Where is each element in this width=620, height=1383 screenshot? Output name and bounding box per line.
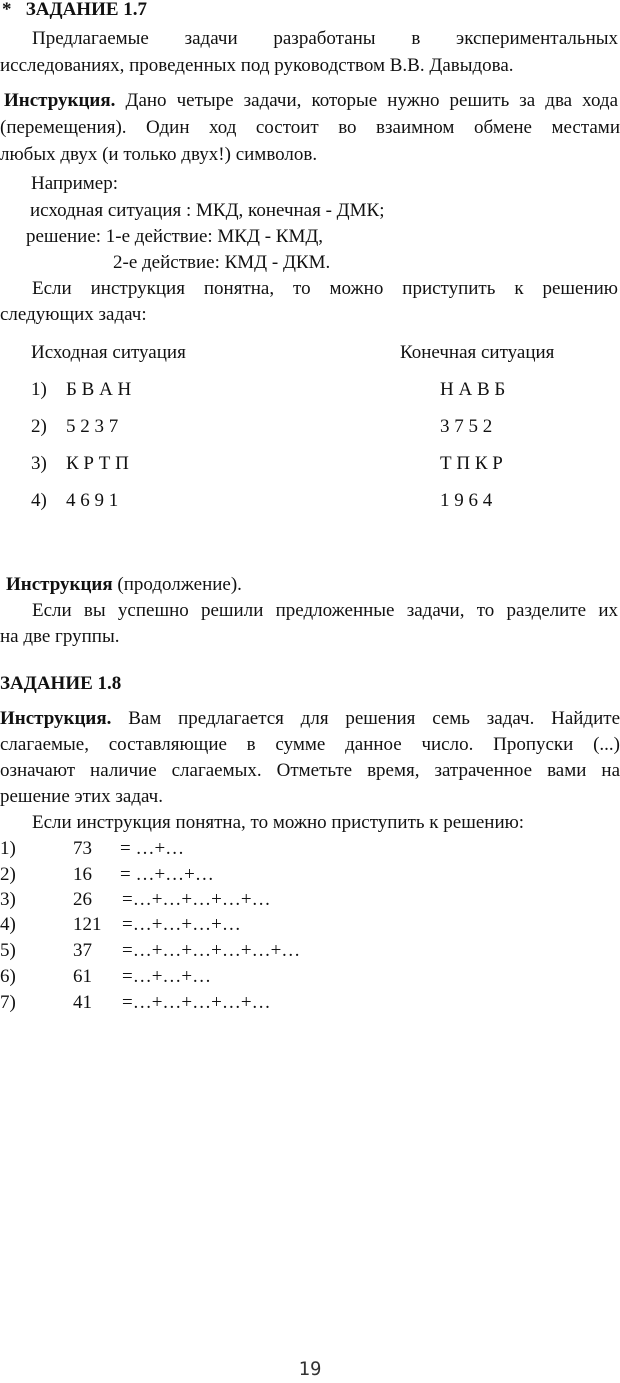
initial-situation: 4 6 9 1 xyxy=(66,490,119,511)
example-label: Например: xyxy=(31,173,118,194)
example-line-1: исходная ситуация : МКД, конечная - ДМК; xyxy=(30,200,385,221)
addends-expression: =…+…+…+… xyxy=(122,914,241,935)
instruction-continuation: Инструкция (продолжение). xyxy=(6,574,242,595)
final-situation: 1 9 6 4 xyxy=(440,490,493,511)
task-1-8-instruction-line-3: означают наличие слагаемых. Отметьте время, затраченное вами на xyxy=(0,760,620,781)
column-header-final: Конечная ситуация xyxy=(400,342,555,363)
task-1-8-instruction-line-1: Инструкция. Вам предлагается для решения семь задач. Найдите xyxy=(0,708,620,729)
instruction-label: Инструкция. xyxy=(4,90,116,111)
addends-expression: = …+…+… xyxy=(120,864,214,885)
asterisk-marker: * xyxy=(2,0,12,20)
initial-situation: 5 2 3 7 xyxy=(66,416,119,437)
example-line-2: решение: 1-е действие: МКД - КМД, xyxy=(26,226,324,247)
addends-expression: =…+…+… xyxy=(122,966,212,987)
example-line-3: 2-е действие: КМД - ДКМ. xyxy=(113,252,331,273)
instruction-line-3: любых двух (и только двух!) символов. xyxy=(0,144,318,165)
addends-expression: = …+… xyxy=(120,838,185,859)
intro-line-1: Предлагаемые задачи разработаны в экспериментальных xyxy=(32,28,618,49)
item-number: 5) xyxy=(0,940,16,961)
row-number: 2) xyxy=(31,416,47,437)
task-1-8-instruction-label: Инструкция. xyxy=(0,708,112,729)
instruction-line-2: (перемещения). Один ход состоит во взаимном обмене местами xyxy=(0,117,620,138)
target-sum: 16 xyxy=(73,864,92,885)
final-situation: 3 7 5 2 xyxy=(440,416,493,437)
item-number: 6) xyxy=(0,966,16,987)
addends-expression: =…+…+…+…+…+… xyxy=(122,940,301,961)
item-number: 7) xyxy=(0,992,16,1013)
final-situation: Т П К Р xyxy=(440,453,503,474)
item-number: 1) xyxy=(0,838,16,859)
intro-line-2: исследованиях, проведенных под руководством В.В. Давыдова. xyxy=(0,55,514,76)
target-sum: 26 xyxy=(73,889,92,910)
task-1-8-instruction-line-4: решение этих задач. xyxy=(0,786,163,807)
column-header-initial: Исходная ситуация xyxy=(31,342,186,363)
proceed-line-1: Если инструкция понятна, то можно приступить к решению xyxy=(32,278,618,299)
proceed-line-2: следующих задач: xyxy=(0,304,147,325)
continuation-line-2: на две группы. xyxy=(0,626,120,647)
task-1-8-proceed: Если инструкция понятна, то можно приступить к решению: xyxy=(32,812,525,833)
continuation-line-1: Если вы успешно решили предложенные задачи, то разделите их xyxy=(32,600,618,621)
continuation-label: Инструкция xyxy=(6,574,113,595)
task-1-7-heading xyxy=(2,0,147,23)
row-number: 1) xyxy=(31,379,47,400)
addends-expression: =…+…+…+…+… xyxy=(122,889,271,910)
target-sum: 61 xyxy=(73,966,92,987)
item-number: 4) xyxy=(0,914,16,935)
instruction-line-1: Инструкция. Дано четыре задачи, которые нужно решить за два хода xyxy=(4,90,619,111)
initial-situation: Б В А Н xyxy=(66,379,132,400)
target-sum: 41 xyxy=(73,992,92,1013)
item-number: 3) xyxy=(0,889,16,910)
target-sum: 37 xyxy=(73,940,92,961)
row-number: 4) xyxy=(31,490,47,511)
initial-situation: К Р Т П xyxy=(66,453,129,474)
task-1-7-title: ЗАДАНИЕ 1.7 xyxy=(25,0,148,20)
task-1-8-heading: ЗАДАНИЕ 1.8 xyxy=(0,673,122,694)
row-number: 3) xyxy=(31,453,47,474)
target-sum: 121 xyxy=(73,914,102,935)
addends-expression: =…+…+…+…+… xyxy=(122,992,271,1013)
task-1-8-instruction-line-2: слагаемые, составляющие в сумме данное число. Пропуски (...) xyxy=(0,734,620,755)
item-number: 2) xyxy=(0,864,16,885)
final-situation: Н А В Б xyxy=(440,379,506,400)
target-sum: 73 xyxy=(73,838,92,859)
page-number: 19 xyxy=(298,1358,322,1380)
